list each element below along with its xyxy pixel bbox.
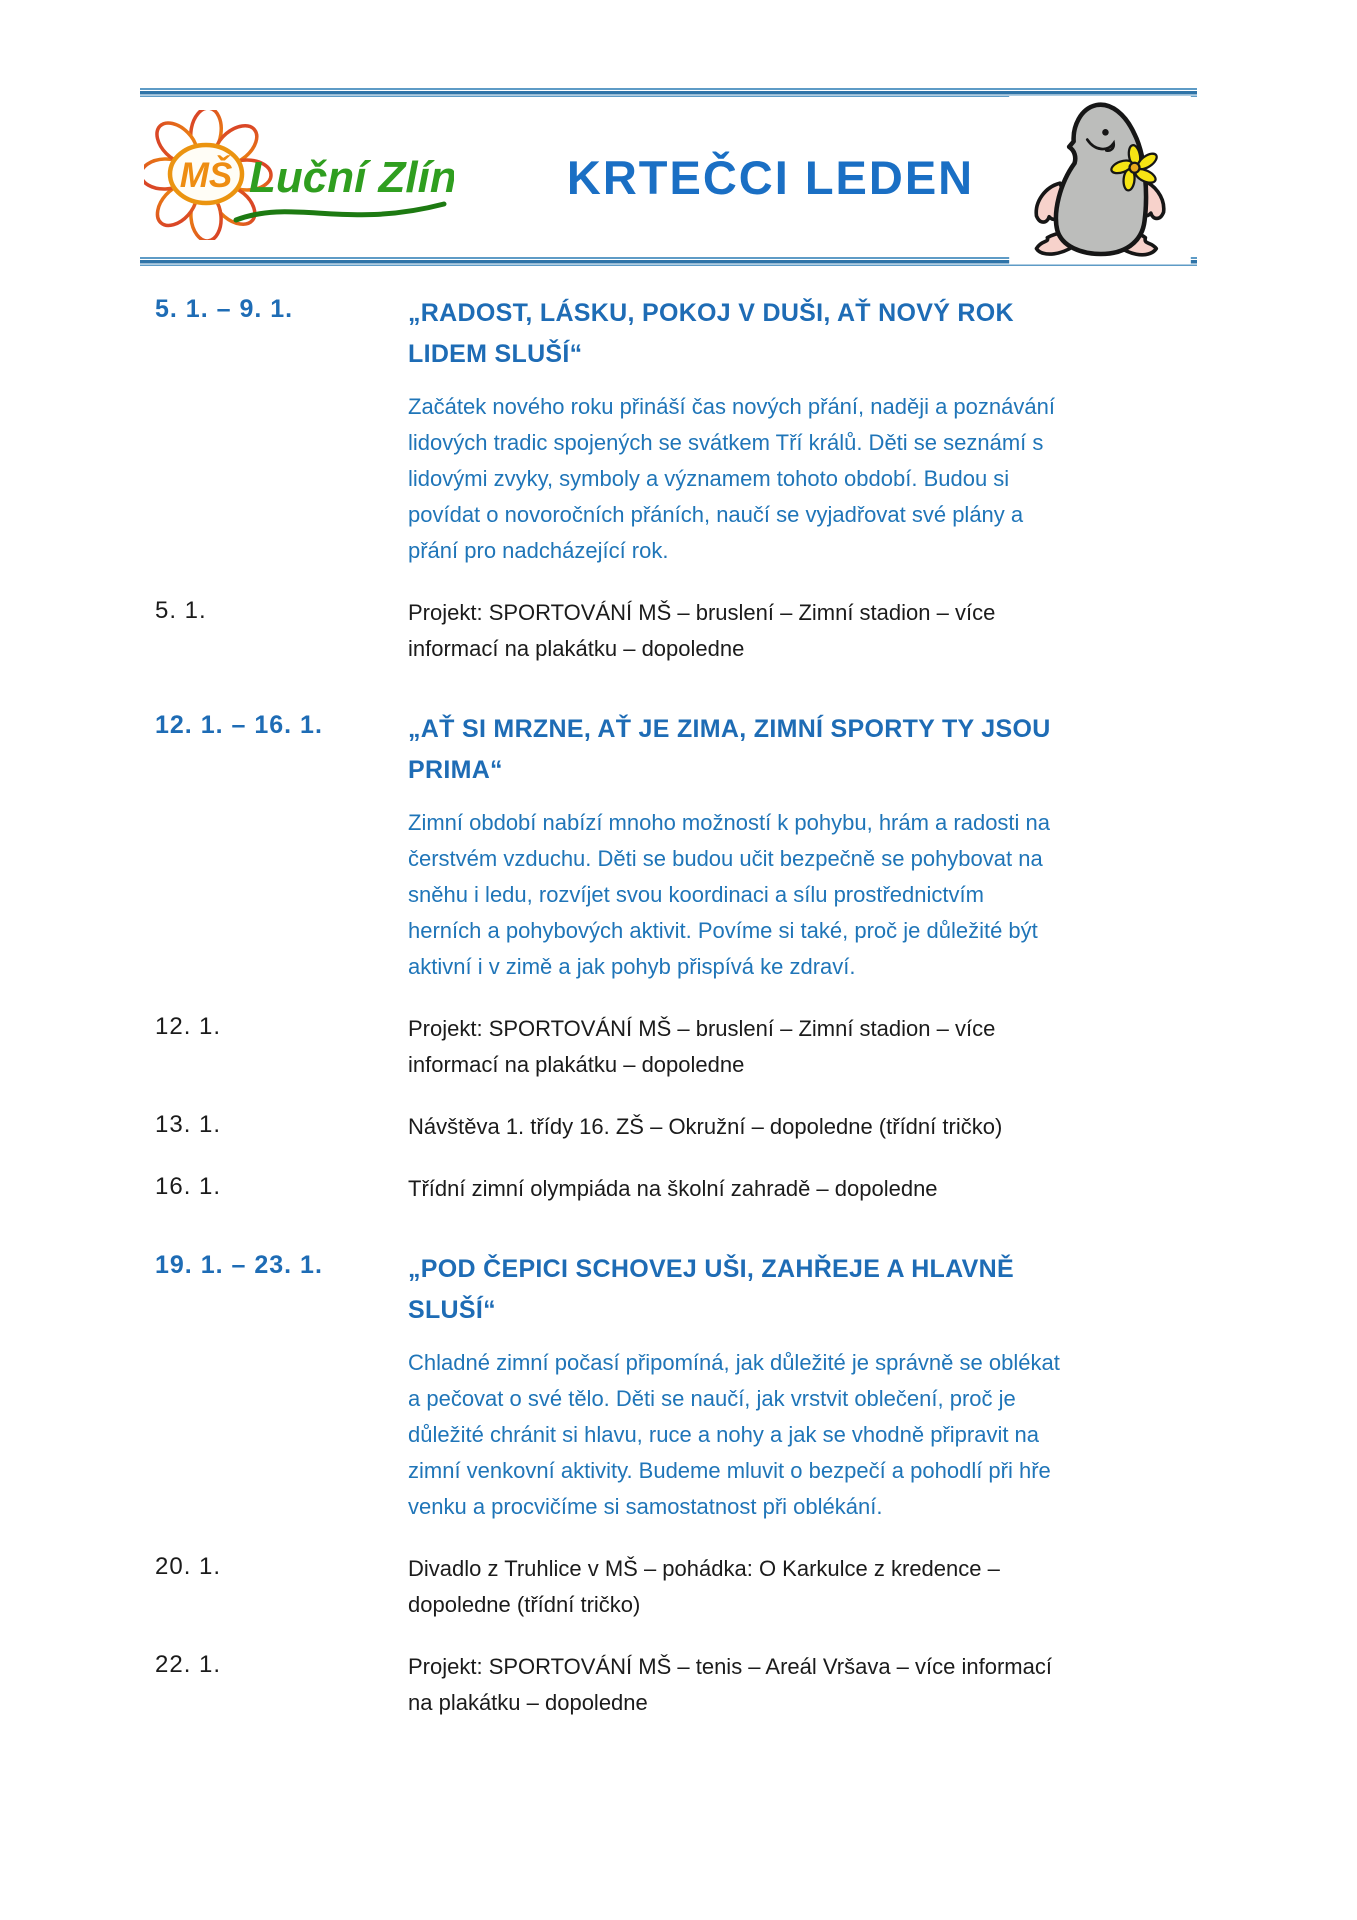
week-date-range: 5. 1. – 9. 1.: [155, 295, 294, 323]
event-date: 20. 1.: [155, 1553, 222, 1580]
week-text: [408, 1249, 1063, 1525]
event-description: Návštěva 1. třídy 16. ZŠ – Okružní – dopoledne (třídní tričko): [408, 1114, 1003, 1139]
week-description: Chladné zimní počasí připomíná, jak důležité je správně se oblékat a pečovat o své tělo. Děti se naučí, jak vrstvit oblečení, proč je důležité chránit si hlavu, ruce a nohy a jak se vhodně připravit na zimní venkovní aktivity. Budeme mluvit o bezpečí a pohodlí při hře venku a procvičíme si samostatnost při oblékání.: [408, 1350, 1060, 1519]
week-theme-heading: „AŤ SI MRZNE, AŤ JE ZIMA, ZIMNÍ SPORTY TY JSOU PRIMA“: [408, 715, 1051, 784]
mole-mascot-icon: [1009, 96, 1191, 264]
event-date: 13. 1.: [155, 1111, 222, 1138]
event-description: Divadlo z Truhlice v MŠ – pohádka: O Karkulce z kredence – dopoledne (třídní tričko): [408, 1556, 1000, 1617]
event-date: 5. 1.: [155, 597, 207, 624]
event-date: 22. 1.: [155, 1651, 222, 1678]
week-theme-heading: „POD ČEPICI SCHOVEJ UŠI, ZAHŘEJE A HLAVNĚ SLUŠÍ“: [408, 1255, 1014, 1324]
schedule-week-block: [155, 293, 1357, 569]
event-description: Projekt: SPORTOVÁNÍ MŠ – tenis – Areál Vršava – více informací na plakátku – dopoledne: [408, 1654, 1052, 1715]
page-title: KRTEČCI LEDEN: [566, 150, 975, 204]
flower-logo-icon: [144, 110, 454, 240]
event-description: Projekt: SPORTOVÁNÍ MŠ – bruslení – Zimní stadion – více informací na plakátku – dopoledne: [408, 1016, 996, 1077]
schedule-event-row: [155, 595, 1357, 667]
schedule-week-block: [155, 709, 1357, 985]
week-description: Zimní období nabízí mnoho možností k pohybu, hrám a radosti na čerstvém vzduchu. Děti se budou učit bezpečně se pohybovat na sněhu i ledu, rozvíjet svou koordinaci a sílu prostřednictvím herních a pohybových aktivit. Povíme si také, proč je důležité být aktivní i v zimě a jak pohyb přispívá ke zdraví.: [408, 810, 1051, 979]
schedule-event-row: [155, 1649, 1357, 1721]
week-date-range: 19. 1. – 23. 1.: [155, 1251, 323, 1279]
event-date: 12. 1.: [155, 1013, 222, 1040]
schedule-event-row: [155, 1109, 1357, 1145]
event-description: Třídní zimní olympiáda na školní zahradě – dopoledne: [408, 1176, 938, 1201]
schedule: [155, 293, 1357, 1721]
svg-text:Luční Zlín: Luční Zlín: [249, 152, 454, 202]
week-text: [408, 293, 1063, 569]
svg-text:MŠ: MŠ: [179, 155, 233, 195]
event-date: 16. 1.: [155, 1173, 222, 1200]
document-header: [140, 88, 1197, 266]
school-logo: [144, 110, 454, 245]
schedule-event-row: [155, 1011, 1357, 1083]
week-description: Začátek nového roku přináší čas nových přání, naději a poznávání lidových tradic spojených se svátkem Tří králů. Děti se seznámí s lidovými zvyky, symboly a významem tohoto období. Budou si povídat o novoročních přáních, naučí se vyjadřovat své plány a přání pro nadcházející rok.: [408, 394, 1055, 563]
schedule-event-row: [155, 1551, 1357, 1623]
event-description: Projekt: SPORTOVÁNÍ MŠ – bruslení – Zimní stadion – více informací na plakátku – dopoledne: [408, 600, 996, 661]
week-text: [408, 709, 1063, 985]
schedule-week-block: [155, 1249, 1357, 1525]
schedule-event-row: [155, 1171, 1357, 1207]
week-theme-heading: „RADOST, LÁSKU, POKOJ V DUŠI, AŤ NOVÝ ROK LIDEM SLUŠÍ“: [408, 299, 1014, 368]
week-date-range: 12. 1. – 16. 1.: [155, 711, 323, 739]
